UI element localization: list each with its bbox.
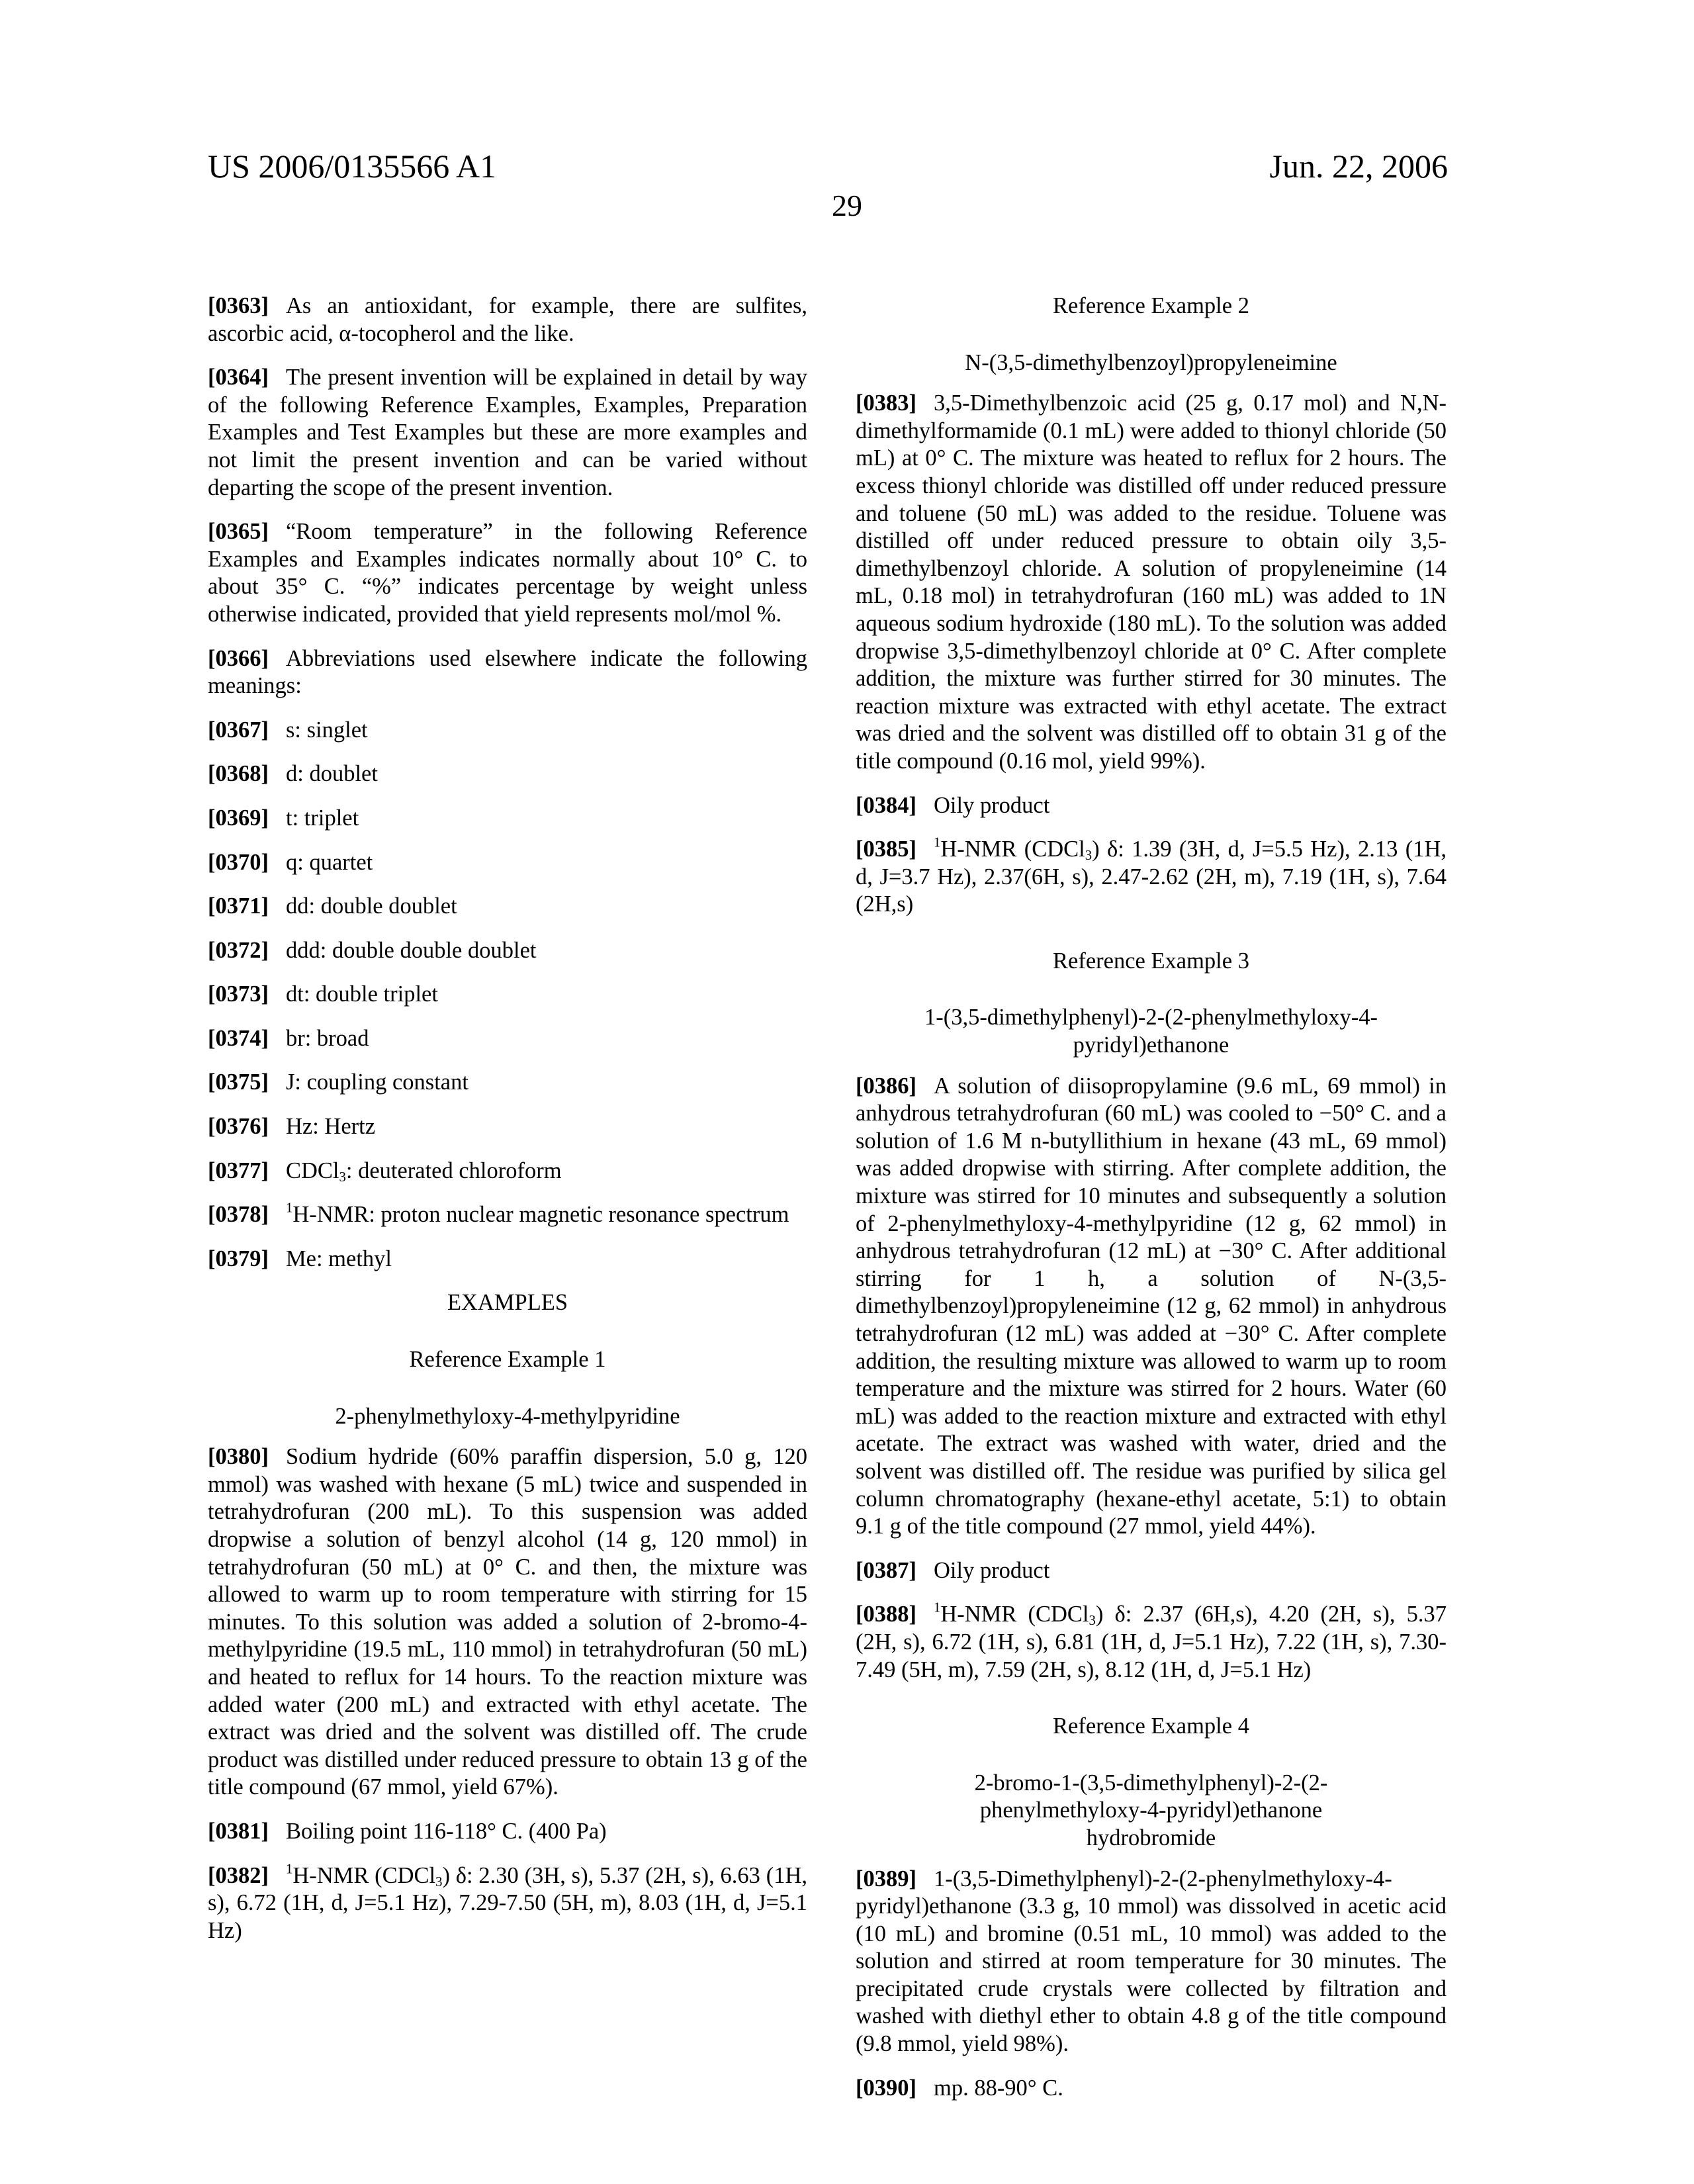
paragraph-0364 — [208, 364, 807, 502]
paragraph-number: [0379] — [208, 1246, 269, 1271]
text: : deuterated chloroform — [346, 1158, 562, 1183]
paragraph-0388 — [856, 1601, 1447, 1684]
paragraph-0383 — [856, 390, 1447, 775]
paragraph-text: Oily product — [934, 1558, 1049, 1583]
paragraph-number: [0364] — [208, 365, 269, 390]
right-column — [856, 293, 1447, 2118]
page-number: 29 — [0, 188, 1694, 223]
paragraph-number: [0369] — [208, 805, 269, 831]
paragraph-number: [0372] — [208, 938, 269, 963]
reference-example-4-title: 2-bromo-1-(3,5-dimethylphenyl)-2-(2-phenylmethyloxy-4-pyridyl)ethanone hydrobromide — [856, 1770, 1447, 1852]
paragraph-number: [0389] — [856, 1866, 916, 1891]
paragraph-text: Hz: Hertz — [286, 1114, 375, 1139]
paragraph-text: t: triplet — [286, 805, 359, 831]
paragraph-0385 — [856, 836, 1447, 919]
paragraph-number: [0374] — [208, 1026, 269, 1051]
paragraph-0384 — [856, 792, 1447, 820]
paragraph-text: ddd: double double doublet — [286, 938, 537, 963]
subscript: 3 — [1089, 1614, 1096, 1629]
paragraph-number: [0368] — [208, 761, 269, 786]
superscript: 1 — [934, 1601, 940, 1615]
text: H-NMR (CDCl — [292, 1863, 435, 1888]
reference-example-1-title: 2-phenylmethyloxy-4-methylpyridine — [208, 1403, 807, 1431]
reference-example-2-heading: Reference Example 2 — [856, 293, 1447, 320]
text: ) δ: 2.37 (6H,s), 4.20 (2H, s), 5.37 (2H, s), 6.72 (1H, s), 6.81 (1H, d, J=5.1 Hz), 7.22 (1H, s), 7.30-7.49 (5H, m), 7.59 (2H, s), 8.12 (1H, d, J=5.1 Hz) — [856, 1602, 1447, 1682]
paragraph-number: [0380] — [208, 1444, 269, 1469]
paragraph-number: [0377] — [208, 1158, 269, 1183]
reference-example-3-heading: Reference Example 3 — [856, 948, 1447, 976]
paragraph-0382 — [208, 1862, 807, 1945]
paragraph-0378 — [208, 1201, 807, 1229]
abbreviation-item — [208, 893, 807, 921]
paragraph-number: [0375] — [208, 1069, 269, 1095]
paragraph-number: [0387] — [856, 1558, 916, 1583]
subscript: 3 — [1085, 848, 1092, 863]
paragraph-text: dd: double doublet — [286, 893, 457, 919]
subscript: 3 — [339, 1170, 346, 1185]
paragraph-text: Sodium hydride (60% paraffin dispersion, 5.0 g, 120 mmol) was washed with hexane (5 mL) twice and suspended in tetrahydrofuran (200 mL). To this suspension was added dropwise a solution of benzyl alcohol (14 g, 120 mmol) in tetrahydrofuran (50 mL) at 0° C. and then, the mixture was allowed to warm up to room temperature with stirring for 15 minutes. To this solution was added a solution of 2-bromo-4-methylpyridine (19.5 mL, 110 mmol) in tetrahydrofuran (50 mL) and heated to reflux for 14 hours. To the reaction mixture was added water (200 mL) and extracted with ethyl acetate. The extract was dried and the solvent was distilled off. The crude product was distilled under reduced pressure to obtain 13 g of the title compound (67 mmol, yield 67%). — [208, 1444, 807, 1799]
paragraph-number: [0385] — [856, 837, 916, 862]
text: H-NMR (CDCl — [940, 837, 1085, 862]
paragraph-number: [0365] — [208, 519, 269, 544]
paragraph-number: [0363] — [208, 293, 269, 318]
superscript: 1 — [286, 1862, 292, 1876]
paragraph-text: H-NMR: proton nuclear magnetic resonance spectrum — [292, 1202, 789, 1227]
abbreviation-list — [208, 717, 807, 1141]
abbreviation-item — [208, 1025, 807, 1053]
abbreviation-item — [208, 1069, 807, 1097]
paragraph-0366 — [208, 645, 807, 700]
paragraph-text: A solution of diisopropylamine (9.6 mL, 69 mmol) in anhydrous tetrahydrofuran (60 mL) was cooled to −50° C. and a solution of 1.6 M n-butyllithium in hexane (43 mL, 69 mmol) was added dropwise with stirring. After complete addition, the mixture was stirred for 10 minutes and subsequently a solution of 2-phenylmethyloxy-4-methylpyridine (12 g, 62 mmol) in anhydrous tetrahydrofuran (12 mL) at −30° C. After additional stirring for 1 h, a solution of N-(3,5-dimethylbenzoyl)propyleneimine (12 g, 62 mmol) in anhydrous tetrahydrofuran (12 mL) was added at −30° C. After complete addition, the resulting mixture was allowed to warm up to room temperature and the mixture was stirred for 2 hours. Water (60 mL) was added to the reaction mixture and extracted with ethyl acetate. The extract was washed with water, dried and the solvent was distilled off. The residue was purified by silica gel column chromatography (hexane-ethyl acetate, 5:1) to obtain 9.1 g of the title compound (27 mmol, yield 44%). — [856, 1073, 1447, 1539]
paragraph-text: 3,5-Dimethylbenzoic acid (25 g, 0.17 mol) and N,N-dimethylformamide (0.1 mL) were added to thionyl chloride (50 mL) at 0° C. The mixture was heated to reflux for 2 hours. The excess thionyl chloride was distilled off under reduced pressure and toluene (50 mL) was added to the residue. Toluene was distilled off under reduced pressure to obtain oily 3,5-dimethylbenzoyl chloride. A solution of propyleneimine (14 mL, 0.18 mol) in tetrahydrofuran (160 mL) was added to 1N aqueous sodium hydroxide (180 mL). To the solution was added dropwise 3,5-dimethylbenzoyl chloride at 0° C. After complete addition, the mixture was further stirred for 30 minutes. The reaction mixture was extracted with ethyl acetate. The extract was dried and the solvent was distilled off to obtain 31 g of the title compound (0.16 mol, yield 99%). — [856, 390, 1447, 774]
examples-heading: EXAMPLES — [208, 1289, 807, 1317]
abbreviation-item — [208, 937, 807, 965]
paragraph-0380 — [208, 1443, 807, 1801]
paragraph-text: br: broad — [286, 1026, 369, 1051]
paragraph-number: [0382] — [208, 1863, 269, 1888]
paragraph-text: mp. 88-90° C. — [934, 2075, 1063, 2101]
abbreviation-item — [208, 849, 807, 877]
text: ) δ: 2.30 (3H, s), 5.37 (2H, s), 6.63 (1H, s), 6.72 (1H, d, J=5.1 Hz), 7.29-7.50 (5H, m), 8.03 (1H, d, J=5.1 Hz) — [208, 1863, 807, 1943]
paragraph-0377 — [208, 1158, 807, 1185]
paragraph-0363 — [208, 293, 807, 347]
paragraph-number: [0388] — [856, 1602, 916, 1627]
subscript: 3 — [435, 1875, 442, 1889]
paragraph-text: Boiling point 116-118° C. (400 Pa) — [286, 1819, 607, 1844]
paragraph-0379 — [208, 1246, 807, 1273]
reference-example-1-heading: Reference Example 1 — [208, 1346, 807, 1374]
paragraph-text: d: doublet — [286, 761, 378, 786]
paragraph-text: s: singlet — [286, 717, 368, 743]
superscript: 1 — [934, 836, 940, 850]
paragraph-text: 1-(3,5-Dimethylphenyl)-2-(2-phenylmethyloxy-4-pyridyl)ethanone (3.3 g, 10 mmol) was dissolved in acetic acid (10 mL) and bromine (0.51 mL, 10 mmol) was added to the solution and stirred at room temperature for 30 minutes. The precipitated crude crystals were collected by filtration and washed with diethyl ether to obtain 4.8 g of the title compound (9.8 mmol, yield 98%). — [856, 1866, 1447, 2057]
paragraph-text: Me: methyl — [286, 1246, 392, 1271]
text: CDCl — [286, 1158, 339, 1183]
paragraph-0390 — [856, 2075, 1447, 2103]
paragraph-text: Abbreviations used elsewhere indicate the following meanings: — [208, 646, 807, 699]
paragraph-text: q: quartet — [286, 850, 373, 875]
paragraph-number: [0381] — [208, 1819, 269, 1844]
paragraph-number: [0386] — [856, 1073, 916, 1099]
paragraph-0389 — [856, 1866, 1447, 2058]
paragraph-number: [0366] — [208, 646, 269, 671]
text: H-NMR (CDCl — [940, 1602, 1089, 1627]
paragraph-0387 — [856, 1557, 1447, 1585]
reference-example-4-heading: Reference Example 4 — [856, 1713, 1447, 1741]
paragraph-0386 — [856, 1073, 1447, 1541]
abbreviation-item — [208, 805, 807, 833]
paragraph-text: J: coupling constant — [286, 1069, 468, 1095]
abbreviation-item — [208, 760, 807, 788]
paragraph-number: [0370] — [208, 850, 269, 875]
paragraph-text: Oily product — [934, 793, 1049, 818]
publication-date: Jun. 22, 2006 — [1270, 147, 1448, 185]
paragraph-text: The present invention will be explained in detail by way of the following Reference Examples, Examples, Preparation Examples and Test Examples but these are more examples and not limit the present invention and can be varied without departing the scope of the present invention. — [208, 365, 807, 500]
paragraph-number: [0367] — [208, 717, 269, 743]
paragraph-0365 — [208, 518, 807, 628]
left-column — [208, 293, 807, 1961]
abbreviation-item — [208, 717, 807, 745]
paragraph-number: [0376] — [208, 1114, 269, 1139]
paragraph-text: “Room temperature” in the following Reference Examples and Examples indicates normally about 10° C. to about 35° C. “%” indicates percentage by weight unless otherwise indicated, provided that yield represents mol/mol %. — [208, 519, 807, 627]
paragraph-number: [0371] — [208, 893, 269, 919]
paragraph-number: [0378] — [208, 1202, 269, 1227]
superscript: 1 — [286, 1201, 292, 1216]
paragraph-number: [0390] — [856, 2075, 916, 2101]
reference-example-3-title: 1-(3,5-dimethylphenyl)-2-(2-phenylmethyloxy-4-pyridyl)ethanone — [856, 1004, 1447, 1059]
paragraph-text: As an antioxidant, for example, there are sulfites, ascorbic acid, α-tocopherol and the like. — [208, 293, 807, 346]
abbreviation-item — [208, 981, 807, 1009]
paragraph-number: [0383] — [856, 390, 916, 416]
paragraph-text: dt: double triplet — [286, 981, 438, 1007]
paragraph-0381 — [208, 1818, 807, 1846]
publication-number: US 2006/0135566 A1 — [208, 147, 496, 185]
paragraph-number: [0384] — [856, 793, 916, 818]
reference-example-2-title: N-(3,5-dimethylbenzoyl)propyleneimine — [856, 349, 1447, 377]
text: ) δ: 1.39 (3H, d, J=5.5 Hz), 2.13 (1H, d, J=3.7 Hz), 2.37(6H, s), 2.47-2.62 (2H, m), 7.19 (1H, s), 7.64 (2H,s) — [856, 837, 1447, 917]
paragraph-number: [0373] — [208, 981, 269, 1007]
abbreviation-item — [208, 1113, 807, 1141]
